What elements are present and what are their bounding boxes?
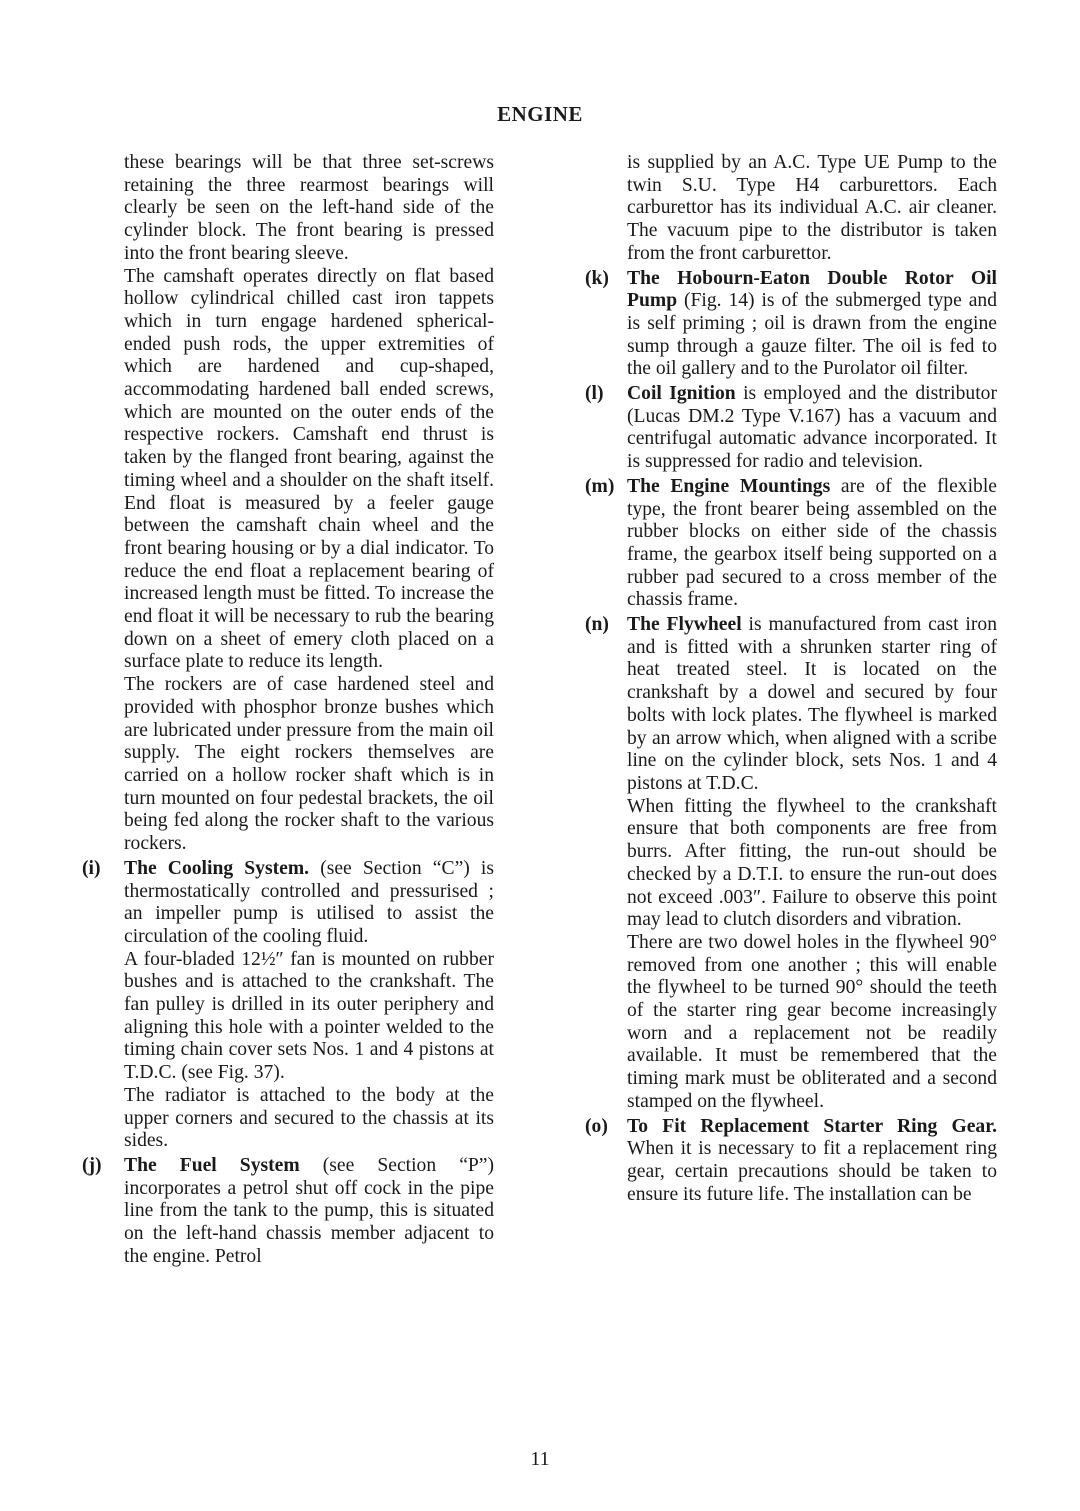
item-label: (n) (585, 614, 609, 636)
item-label: (l) (585, 383, 604, 405)
section-item-fuel-system (82, 1155, 494, 1269)
item-text: When it is necessary to fit a replacement ring gear, certain precautions should be taken to ensure its future life. The installation can be (627, 1138, 997, 1205)
item-paragraph: When fitting the flywheel to the crankshaft ensure that both components are free from burrs. After fitting, the run-out should be checked by a D.T.I. to ensure the run-out does not exceed .003″. Failure to observe this point may lead to clutch disorders and vibration. (627, 795, 997, 931)
paragraph: is supplied by an A.C. Type UE Pump to the twin S.U. Type H4 carburettors. Each carburettor has its individual A.C. air cleaner. The vacuum pipe to the distributor is taken from the front carburettor. (627, 152, 997, 264)
item-paragraph: A four-bladed 12½″ fan is mounted on rubber bushes and is attached to the crankshaft. The fan pulley is drilled in its outer periphery and aligning this hole with a pointer welded to the timing chain cover sets Nos. 1 and 4 pistons at T.D.C. (see Fig. 37). (124, 948, 494, 1084)
item-text: (see Section “C”) is thermostatically controlled and pressurised ; an impeller pump is utilised to assist the circulation of the cooling fluid. (124, 857, 495, 947)
item-paragraph: The radiator is attached to the body at the upper corners and secured to the chassis at its sides. (124, 1084, 494, 1152)
item-title: To Fit Replacement Starter Ring Gear. (627, 1115, 997, 1137)
item-label: (m) (585, 475, 615, 497)
item-title: Coil Ignition (627, 383, 736, 405)
item-paragraph: There are two dowel holes in the flywheel 90° removed from one another ; this will enable the flywheel to be turned 90° should the teeth of the starter ring gear become increasingly worn and a replacement not be readily available. It must be remembered that the timing mark must be obliterated and a second stamped on the flywheel. (627, 931, 997, 1112)
item-title: The Cooling System. (124, 857, 310, 879)
item-title: The Fuel System (124, 1154, 300, 1176)
item-text: is manufactured from cast iron and is fitted with a shrunken starter ring of heat treated steel. It is located on the crankshaft by a dowel and secured by four bolts with lock plates. The flywheel is marked by an arrow which, when aligned with a scribe line on the cylinder block, sets Nos. 1 and 4 pistons at T.D.C. (627, 614, 997, 794)
section-item-cooling-system (82, 858, 494, 1153)
section-item-starter-ring-gear (585, 1116, 997, 1207)
item-text: (see Section “P”) incorporates a petrol shut off cock in the pipe line from the tank to the pump, this is situated on the left-hand chassis member adjacent to the engine. Petrol (124, 1154, 495, 1267)
item-label: (i) (82, 857, 101, 879)
section-item-coil-ignition (585, 383, 997, 474)
item-text: are of the flexible type, the front bearer being assembled on the rubber blocks on either side of the chassis frame, the gearbox itself being supported on a rubber pad secured to a cross member of the chassis frame. (627, 475, 997, 611)
item-text: is employed and the distributor (Lucas DM.2 Type V.167) has a vacuum and centrifugal automatic advance incorporated. It is suppressed for radio and television. (627, 383, 997, 473)
item-label: (k) (585, 267, 609, 289)
left-column (82, 152, 494, 1268)
section-item-engine-mountings (585, 476, 997, 612)
item-title: The Flywheel (627, 614, 742, 636)
item-label: (j) (82, 1154, 102, 1176)
section-item-oil-pump (585, 268, 997, 382)
paragraph: The rockers are of case hardened steel and provided with phosphor bronze bushes which are lubricated under pressure from the main oil supply. The eight rockers themselves are carried on a hollow rocker shaft which is in turn mounted on four pedestal brackets, the oil being fed along the rocker shaft to the various rockers. (124, 674, 494, 855)
right-column (585, 152, 997, 1206)
paragraph: The camshaft operates directly on flat based hollow cylindrical chilled cast iron tappets which in turn engage hardened spherical-ended push rods, the upper extremities of which are hardened and cup-shaped, accommodating hardened ball ended screws, which are mounted on the outer ends of the respective rockers. Camshaft end thrust is taken by the flanged front bearing, against the timing wheel and a shoulder on the shaft itself. End float is measured by a feeler gauge between the camshaft chain wheel and the front bearing housing or by a dial indicator. To reduce the end float a replacement bearing of increased length must be fitted. To increase the end float it will be necessary to rub the bearing down on a sheet of emery cloth placed on a surface plate to reduce its length. (124, 265, 494, 673)
page-title: ENGINE (497, 102, 583, 126)
item-label: (o) (585, 1115, 608, 1137)
section-item-flywheel (585, 614, 997, 1113)
paragraph: these bearings will be that three set-screws retaining the three rearmost bearings will clearly be seen on the left-hand side of the cylinder block. The front bearing is pressed into the front bearing sleeve. (124, 152, 494, 264)
page-number: 11 (530, 1448, 550, 1470)
item-text: (Fig. 14) is of the submerged type and is self priming ; oil is drawn from the engine sump through a gauze filter. The oil is fed to the oil gallery and to the Purolator oil filter. (627, 290, 997, 380)
item-title: The Hobourn-Eaton Double Rotor Oil Pump (627, 267, 997, 312)
item-title: The Engine Mountings (627, 475, 831, 497)
